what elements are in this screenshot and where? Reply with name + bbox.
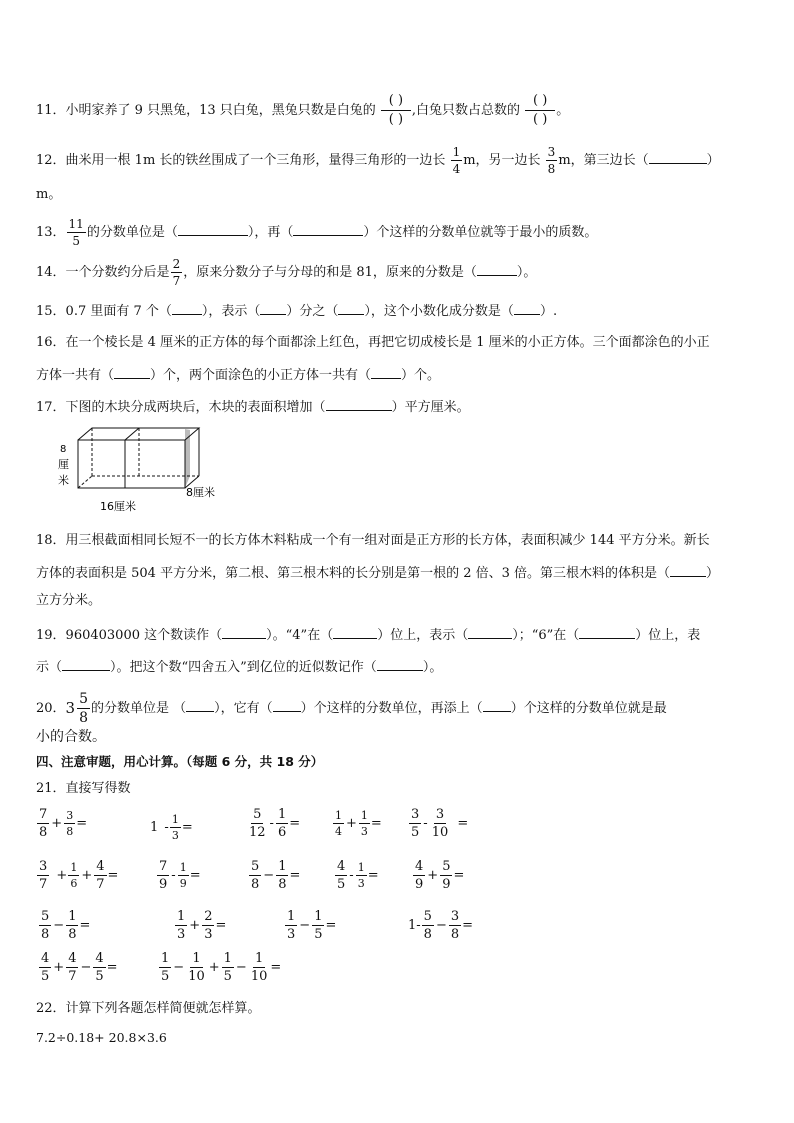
question-11: 11．小明家养了 9 只黑兔，13 只白兔，黑兔只数是白兔的 ( ) ( ) ,白兔只数占总数的 ( ) ( ) 。 bbox=[36, 93, 570, 127]
question-13: 13． $\frac{11}{5}$ 的分数单位是（ ），再（ ）个这样的分数单位就等于最小的质数。 bbox=[36, 217, 598, 248]
calc-item: $\frac{1}{4}$ + $\frac{1}{3}$ = bbox=[335, 809, 382, 838]
calc-item: $\frac{1}{3}$ + $\frac{2}{3}$ = bbox=[177, 909, 227, 942]
answer-blank[interactable] bbox=[186, 699, 214, 712]
question-18-line2: 方体的表面积是 504 平方分米，第二根、第三根木料的长分别是第一根的 2 倍、3 倍。第三根木料的体积是（ ） bbox=[36, 566, 720, 581]
question-14: 14．一个分数约分后是 $\frac{2}{7}$ ，原来分数分子与分母的和是 81，原来的分数是（ ）。 bbox=[36, 257, 537, 288]
calc-item: $\frac{1}{3}$ − $\frac{1}{5}$ = bbox=[287, 909, 337, 942]
answer-blank[interactable] bbox=[649, 151, 707, 164]
fraction: $\frac{1}{4}$ bbox=[452, 145, 461, 176]
calc-item: $\frac{5}{8}$ − $\frac{1}{8}$ = bbox=[41, 909, 91, 942]
wood-block-figure bbox=[52, 420, 252, 516]
calc-item: $\frac{3}{7}$ + $\frac{1}{6}$ + $\frac{4}{7}$ = bbox=[39, 859, 119, 892]
question-20: 20． 3 5 8 的分数单位是 （ ），它有（ ）个这样的分数单位，再添上（ ）个这样的分数单位就是最 bbox=[36, 691, 667, 726]
question-22: 22．计算下列各题怎样简便就怎样算。 bbox=[36, 1001, 261, 1016]
question-18-line3: 立方分米。 bbox=[36, 593, 102, 608]
answer-blank[interactable] bbox=[114, 366, 150, 379]
answer-blank[interactable] bbox=[579, 626, 635, 639]
width-label: 8厘米 bbox=[186, 486, 215, 499]
answer-blank[interactable] bbox=[326, 398, 392, 411]
answer-blank[interactable] bbox=[260, 302, 286, 315]
answer-blank[interactable] bbox=[338, 302, 364, 315]
section-heading: 四、注意审题，用心计算。（每题 6 分，共 18 分） bbox=[36, 754, 324, 769]
question-15: 15．0.7 里面有 7 个（ ），表示（ ）分之（ ），这个小数化成分数是（ ）. bbox=[36, 304, 558, 319]
answer-blank[interactable] bbox=[670, 564, 706, 577]
question-19-line2: 示（ ）。把这个数“四舍五入”到亿位的近似数记作（ ）。 bbox=[36, 660, 443, 675]
height-label: 8 bbox=[60, 444, 67, 455]
calc-item: $\frac{4}{9}$ + $\frac{5}{9}$ = bbox=[415, 859, 465, 892]
question-20-line2: 小的合数。 bbox=[36, 729, 106, 745]
answer-blank[interactable] bbox=[222, 626, 266, 639]
answer-blank[interactable] bbox=[371, 366, 401, 379]
calc-item: $\frac{5}{8}$ − $\frac{1}{8}$ = bbox=[251, 859, 301, 892]
calc-item: $\frac{4}{5}$ + $\frac{4}{7}$ − $\frac{4}{5}$ = bbox=[41, 951, 118, 984]
answer-blank[interactable] bbox=[377, 658, 423, 671]
question-16: 16．在一个棱长是 4 厘米的正方体的每个面都涂上红色，再把它切成棱长是 1 厘米的小正方体。三个面都涂色的小正 bbox=[36, 335, 710, 350]
calc-item: 1 - $\frac{1}{3}$ = bbox=[150, 813, 193, 842]
question-19: 19．960403000 这个数读作（ ）。“4”在（ ）位上，表示（ ）；“6”在（ ）位上，表 bbox=[36, 628, 701, 643]
question-21: 21．直接写得数 bbox=[36, 781, 131, 796]
answer-blank[interactable] bbox=[468, 626, 512, 639]
height-label: 米 bbox=[58, 474, 69, 487]
calc-item: $\frac{5}{12}$ - $\frac{1}{6}$ = bbox=[249, 807, 301, 840]
calc-item: $\frac{7}{9}$ - $\frac{1}{9}$ = bbox=[159, 859, 201, 892]
calc-item: $\frac{3}{5}$ - $\frac{3}{10}$ = bbox=[411, 807, 469, 840]
answer-blank[interactable] bbox=[62, 658, 110, 671]
calc-item: $\frac{1}{5}$ − $\frac{1}{10}$ + $\frac{1}{5}$ − $\frac{1}{10}$ = bbox=[161, 951, 282, 984]
calc-item: $\frac{4}{5}$ - $\frac{1}{3}$ = bbox=[337, 859, 379, 892]
answer-blank[interactable] bbox=[333, 626, 377, 639]
answer-blank[interactable] bbox=[273, 699, 301, 712]
length-label: 16厘米 bbox=[100, 500, 136, 513]
question-12: 12．曲米用一根 1m 长的铁丝围成了一个三角形，量得三角形的一边长 $\frac{1}{4}$ m，另一边长 $\frac{3}{8}$ m，第三边长（ ） bbox=[36, 145, 720, 176]
question-17: 17．下图的木块分成两块后，木块的表面积增加（ ）平方厘米。 bbox=[36, 400, 470, 415]
height-label: 厘 bbox=[58, 458, 69, 471]
answer-blank[interactable] bbox=[178, 223, 248, 236]
answer-blank[interactable] bbox=[293, 223, 363, 236]
calc-item: 1- $\frac{5}{8}$ − $\frac{3}{8}$ = bbox=[408, 909, 474, 942]
fraction: $\frac{3}{8}$ bbox=[547, 145, 556, 176]
answer-blank[interactable] bbox=[483, 699, 511, 712]
question-16-line2: 方体一共有（ ）个，两个面涂色的小正方体一共有（ ）个。 bbox=[36, 368, 441, 383]
expression: 7.2÷0.18+ 20.8×3.6 bbox=[36, 1030, 167, 1045]
answer-fraction-blank[interactable]: ( ) ( ) bbox=[525, 94, 555, 127]
calc-item: $\frac{7}{8}$ + $\frac{3}{8}$ = bbox=[39, 807, 88, 840]
answer-blank[interactable] bbox=[172, 302, 202, 315]
answer-blank[interactable] bbox=[477, 263, 517, 276]
answer-fraction-blank[interactable]: ( ) ( ) bbox=[381, 94, 411, 127]
fraction: $\frac{11}{5}$ bbox=[68, 217, 84, 248]
answer-blank[interactable] bbox=[514, 302, 540, 315]
mixed-number: 3 5 8 bbox=[65, 691, 89, 726]
question-18: 18．用三根截面相同长短不一的长方体木料粘成一个有一组对面是正方形的长方体，表面积减少 144 平方分米。新长 bbox=[36, 533, 710, 548]
question-12-line2: m。 bbox=[36, 187, 62, 202]
fraction: $\frac{2}{7}$ bbox=[172, 257, 181, 288]
